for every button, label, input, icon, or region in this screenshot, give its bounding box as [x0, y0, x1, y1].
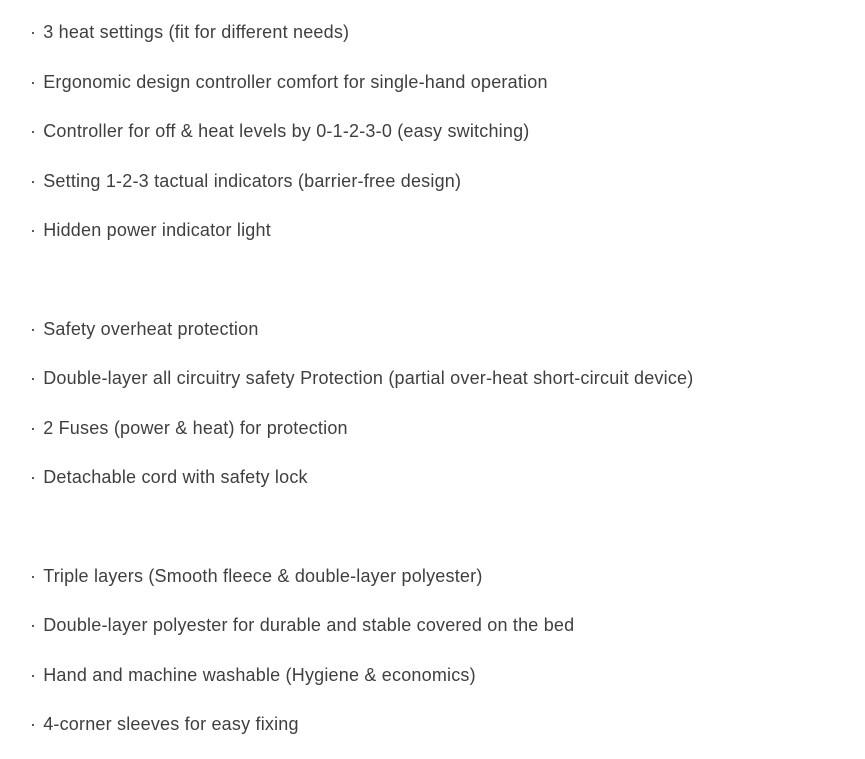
feature-item-text: Hand and machine washable (Hygiene & economics) [43, 664, 476, 685]
bullet-icon: · [30, 220, 37, 240]
feature-item-text: Setting 1-2-3 tactual indicators (barrier-free design) [43, 170, 462, 191]
feature-item-text: Triple layers (Smooth fleece & double-layer polyester) [43, 565, 483, 586]
bullet-icon: · [30, 318, 37, 339]
feature-item-text: Safety overheat protection [43, 318, 259, 339]
feature-item-text: Double-layer all circuitry safety Protection (partial over-heat short-circuit device) [43, 368, 694, 388]
feature-item [30, 157, 855, 207]
feature-item-text: Double-layer polyester for durable and stable covered on the bed [43, 615, 575, 635]
feature-item-text: Controller for off & heat levels by 0-1-2-3-0 (easy switching) [43, 121, 530, 141]
bullet-icon: · [30, 417, 37, 438]
feature-item [30, 354, 855, 404]
feature-item [30, 700, 855, 750]
feature-item [30, 651, 855, 701]
bullet-icon: · [30, 22, 37, 42]
feature-item [30, 601, 855, 651]
feature-item [30, 453, 855, 503]
feature-item-text: Detachable cord with safety lock [43, 467, 308, 487]
feature-item-text: Hidden power indicator light [43, 220, 271, 240]
bullet-icon: · [30, 467, 37, 487]
bullet-icon: · [30, 121, 37, 141]
bullet-icon: · [30, 565, 37, 586]
feature-item-text: 3 heat settings (fit for different needs) [43, 22, 350, 42]
bullet-icon: · [30, 714, 37, 734]
feature-item [30, 58, 855, 108]
feature-item-text: 2 Fuses (power & heat) for protection [43, 417, 348, 438]
feature-item [30, 206, 855, 256]
feature-group-fabric [30, 552, 855, 750]
bullet-icon: · [30, 170, 37, 191]
bullet-icon: · [30, 368, 37, 388]
feature-item [30, 552, 855, 602]
bullet-icon: · [30, 664, 37, 685]
feature-item-text: 4-corner sleeves for easy fixing [43, 714, 299, 734]
bullet-icon: · [30, 615, 37, 635]
feature-item [30, 107, 855, 157]
feature-item [30, 305, 855, 355]
feature-item [30, 8, 855, 58]
feature-item [30, 404, 855, 454]
feature-item-text: Ergonomic design controller comfort for single-hand operation [43, 71, 548, 92]
feature-group-safety [30, 305, 855, 503]
feature-group-controls [30, 8, 855, 256]
bullet-icon: · [30, 71, 37, 92]
